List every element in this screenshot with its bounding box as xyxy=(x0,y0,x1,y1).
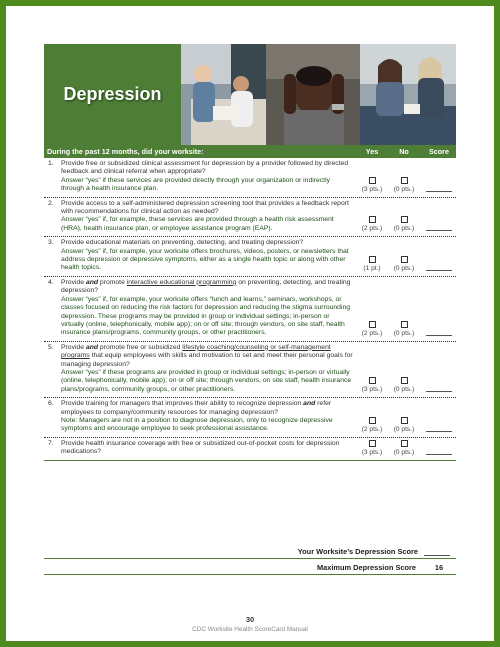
question-row xyxy=(44,198,456,238)
question-prompt: promote xyxy=(98,278,127,286)
question-prompt: Provide training for managers that improves their ability to recognize depression xyxy=(61,400,304,408)
yes-points: (1 pt.) xyxy=(363,264,381,272)
section-title: Depression xyxy=(44,44,181,145)
question-emphasis: and xyxy=(85,343,99,351)
score-cell xyxy=(422,160,456,194)
question-guidance: Answer “yes” if these programs are provided in group or individual settings; in-person or virtually (online, telephonically, mobile app); on or off site; through vendors, on site staff, health insurance plans/programs, community groups, or other practitioners. xyxy=(61,368,352,393)
question-underlined-term: interactive educational programming xyxy=(126,278,237,286)
yes-option[interactable] xyxy=(358,279,386,338)
question-table-header xyxy=(44,145,456,158)
no-checkbox[interactable] xyxy=(401,216,408,223)
question-prompt: Provide free or subsidized clinical assessment for depression by a provider followed by directed feedback and clinical referral when appropriate? xyxy=(61,160,349,176)
page-footer: CDC Worksite Health ScoreCard Manual xyxy=(192,626,308,633)
yes-option[interactable] xyxy=(358,200,386,234)
question-row xyxy=(44,342,456,398)
no-checkbox[interactable] xyxy=(401,377,408,384)
yes-points: (3 pts.) xyxy=(361,386,383,394)
score-cell xyxy=(422,239,456,273)
question-number: 6. xyxy=(48,400,54,408)
question-number: 2. xyxy=(48,199,54,207)
worksite-score-label: Your Worksite’s Depression Score xyxy=(297,547,418,556)
yes-option[interactable] xyxy=(358,440,386,457)
score-cell xyxy=(422,400,456,434)
score-blank[interactable] xyxy=(426,264,452,271)
question-row xyxy=(44,398,456,438)
yes-points: (3 pts.) xyxy=(361,185,383,193)
yes-points: (3 pts.) xyxy=(361,448,383,456)
yes-option[interactable] xyxy=(358,239,386,273)
no-option[interactable] xyxy=(386,239,422,273)
yes-checkbox[interactable] xyxy=(369,377,376,384)
section-banner xyxy=(44,44,456,145)
no-checkbox[interactable] xyxy=(401,177,408,184)
yes-checkbox[interactable] xyxy=(369,417,376,424)
no-points: (0 pts.) xyxy=(393,329,415,337)
yes-option[interactable] xyxy=(358,160,386,194)
no-checkbox[interactable] xyxy=(401,440,408,447)
no-option[interactable] xyxy=(386,400,422,434)
no-checkbox[interactable] xyxy=(401,321,408,328)
max-score-label: Maximum Depression Score xyxy=(317,563,416,572)
page-number: 30 xyxy=(245,615,255,624)
yes-checkbox[interactable] xyxy=(369,216,376,223)
question-row xyxy=(44,158,456,198)
photo-counseling-session xyxy=(360,44,456,145)
score-blank[interactable] xyxy=(426,185,452,192)
yes-checkbox[interactable] xyxy=(369,321,376,328)
yes-points: (2 pts.) xyxy=(361,329,383,337)
question-underlined-term: lifestyle coaching/counseling or self-management programs xyxy=(61,343,331,360)
score-blank[interactable] xyxy=(426,425,452,432)
score-cell xyxy=(422,440,456,457)
question-guidance: Answer “yes” if, for example, your worksite offers “lunch and learns,” seminars, workshops, or classes focused on reducing the risk factors for depression and reducing the stigma surrounding depression. These programs may be provided in group or individual settings; in-person or virtually (online, telephonically, mobile app); on or off site; through vendors, on site staff, health insurance plans/programs, community groups, or other practitioners. xyxy=(61,295,351,337)
header-lead-text: During the past 12 months, did your worksite: xyxy=(47,147,204,156)
question-prompt: Provide health insurance coverage with free or subsidized out-of-pocket costs for depression medications? xyxy=(61,439,340,456)
yes-checkbox[interactable] xyxy=(369,440,376,447)
question-number: 4. xyxy=(48,278,54,286)
question-prompt: Provide educational materials on preventing, detecting, and treating depression? xyxy=(61,239,304,247)
yes-points: (2 pts.) xyxy=(361,225,383,233)
question-row xyxy=(44,277,456,342)
no-option[interactable] xyxy=(386,440,422,457)
question-prompt: Provide xyxy=(61,278,86,286)
photo-doctor-patient xyxy=(181,44,266,145)
photo-distressed-man xyxy=(266,44,360,145)
header-yes: Yes xyxy=(365,147,379,156)
question-prompt: Provide access to a self-administered depression screening tool that provides a feedback report with recommendations for clinical action as needed? xyxy=(61,199,349,216)
question-prompt: on preventing, detecting, and treating depression? xyxy=(61,278,351,295)
score-cell xyxy=(422,279,456,338)
no-points: (0 pts.) xyxy=(393,264,415,272)
question-number: 5. xyxy=(48,343,54,351)
question-row xyxy=(44,438,456,461)
question-number: 1. xyxy=(48,160,54,167)
question-text xyxy=(61,239,358,273)
no-option[interactable] xyxy=(386,200,422,234)
question-prompt: that equip employees with skills and motivation to set and meet their personal goals for managing depression? xyxy=(61,352,353,368)
worksite-score-row xyxy=(44,545,456,559)
max-score-row xyxy=(44,561,456,575)
no-points: (0 pts.) xyxy=(393,386,415,394)
worksite-score-blank[interactable] xyxy=(424,548,450,556)
question-emphasis: and xyxy=(303,400,316,408)
question-text xyxy=(61,400,358,434)
no-points: (0 pts.) xyxy=(393,185,415,193)
max-score-value: 16 xyxy=(434,563,444,572)
document-page xyxy=(6,6,494,641)
yes-option[interactable] xyxy=(358,344,386,394)
question-number: 3. xyxy=(48,239,54,247)
question-prompt: Provide xyxy=(61,343,86,351)
no-checkbox[interactable] xyxy=(401,256,408,263)
no-checkbox[interactable] xyxy=(401,417,408,424)
question-emphasis: and xyxy=(85,278,99,286)
question-text xyxy=(61,160,358,194)
header-score: Score xyxy=(429,147,449,156)
yes-option[interactable] xyxy=(358,400,386,434)
no-points: (0 pts.) xyxy=(393,448,415,456)
score-blank[interactable] xyxy=(426,385,452,392)
question-text xyxy=(61,279,358,338)
question-text xyxy=(61,440,358,457)
header-no: No xyxy=(399,147,409,156)
score-blank[interactable] xyxy=(426,329,452,336)
question-number: 7. xyxy=(48,439,54,447)
question-prompt: promote free or subsidized xyxy=(98,343,183,351)
question-guidance: Answer “yes” if these services are provided directly through your organization or indirectly through a health insurance plan. xyxy=(61,176,330,193)
question-text xyxy=(61,344,358,394)
question-prompt: refer employees to company/community resources for managing depression? xyxy=(61,400,332,416)
question-text xyxy=(61,200,358,234)
yes-points: (2 pts.) xyxy=(361,425,383,433)
question-row xyxy=(44,237,456,277)
yes-checkbox[interactable] xyxy=(369,177,376,184)
no-option[interactable] xyxy=(386,344,422,394)
question-guidance: Note: Managers are not in a position to diagnose depression, only to recognize depressive symptoms and encourage employee to seek professional assistance. xyxy=(61,416,333,433)
no-points: (0 pts.) xyxy=(393,425,415,433)
score-blank[interactable] xyxy=(426,448,452,455)
no-option[interactable] xyxy=(386,279,422,338)
no-option[interactable] xyxy=(386,160,422,194)
score-blank[interactable] xyxy=(426,224,452,231)
yes-checkbox[interactable] xyxy=(369,256,376,263)
question-guidance: Answer “yes” if, for example, these services are provided through a health risk assessment (HRA), health insurance plan, or employee assistance program (EAP). xyxy=(61,216,334,232)
no-points: (0 pts.) xyxy=(393,225,415,233)
score-cell xyxy=(422,200,456,234)
score-cell xyxy=(422,344,456,394)
question-guidance: Answer “yes” if, for example, your worksite offers brochures, videos, posters, or newsletters that address depression or depressive symptoms, either as a single health topic or along with other health topics. xyxy=(61,247,349,272)
question-list xyxy=(44,158,456,461)
